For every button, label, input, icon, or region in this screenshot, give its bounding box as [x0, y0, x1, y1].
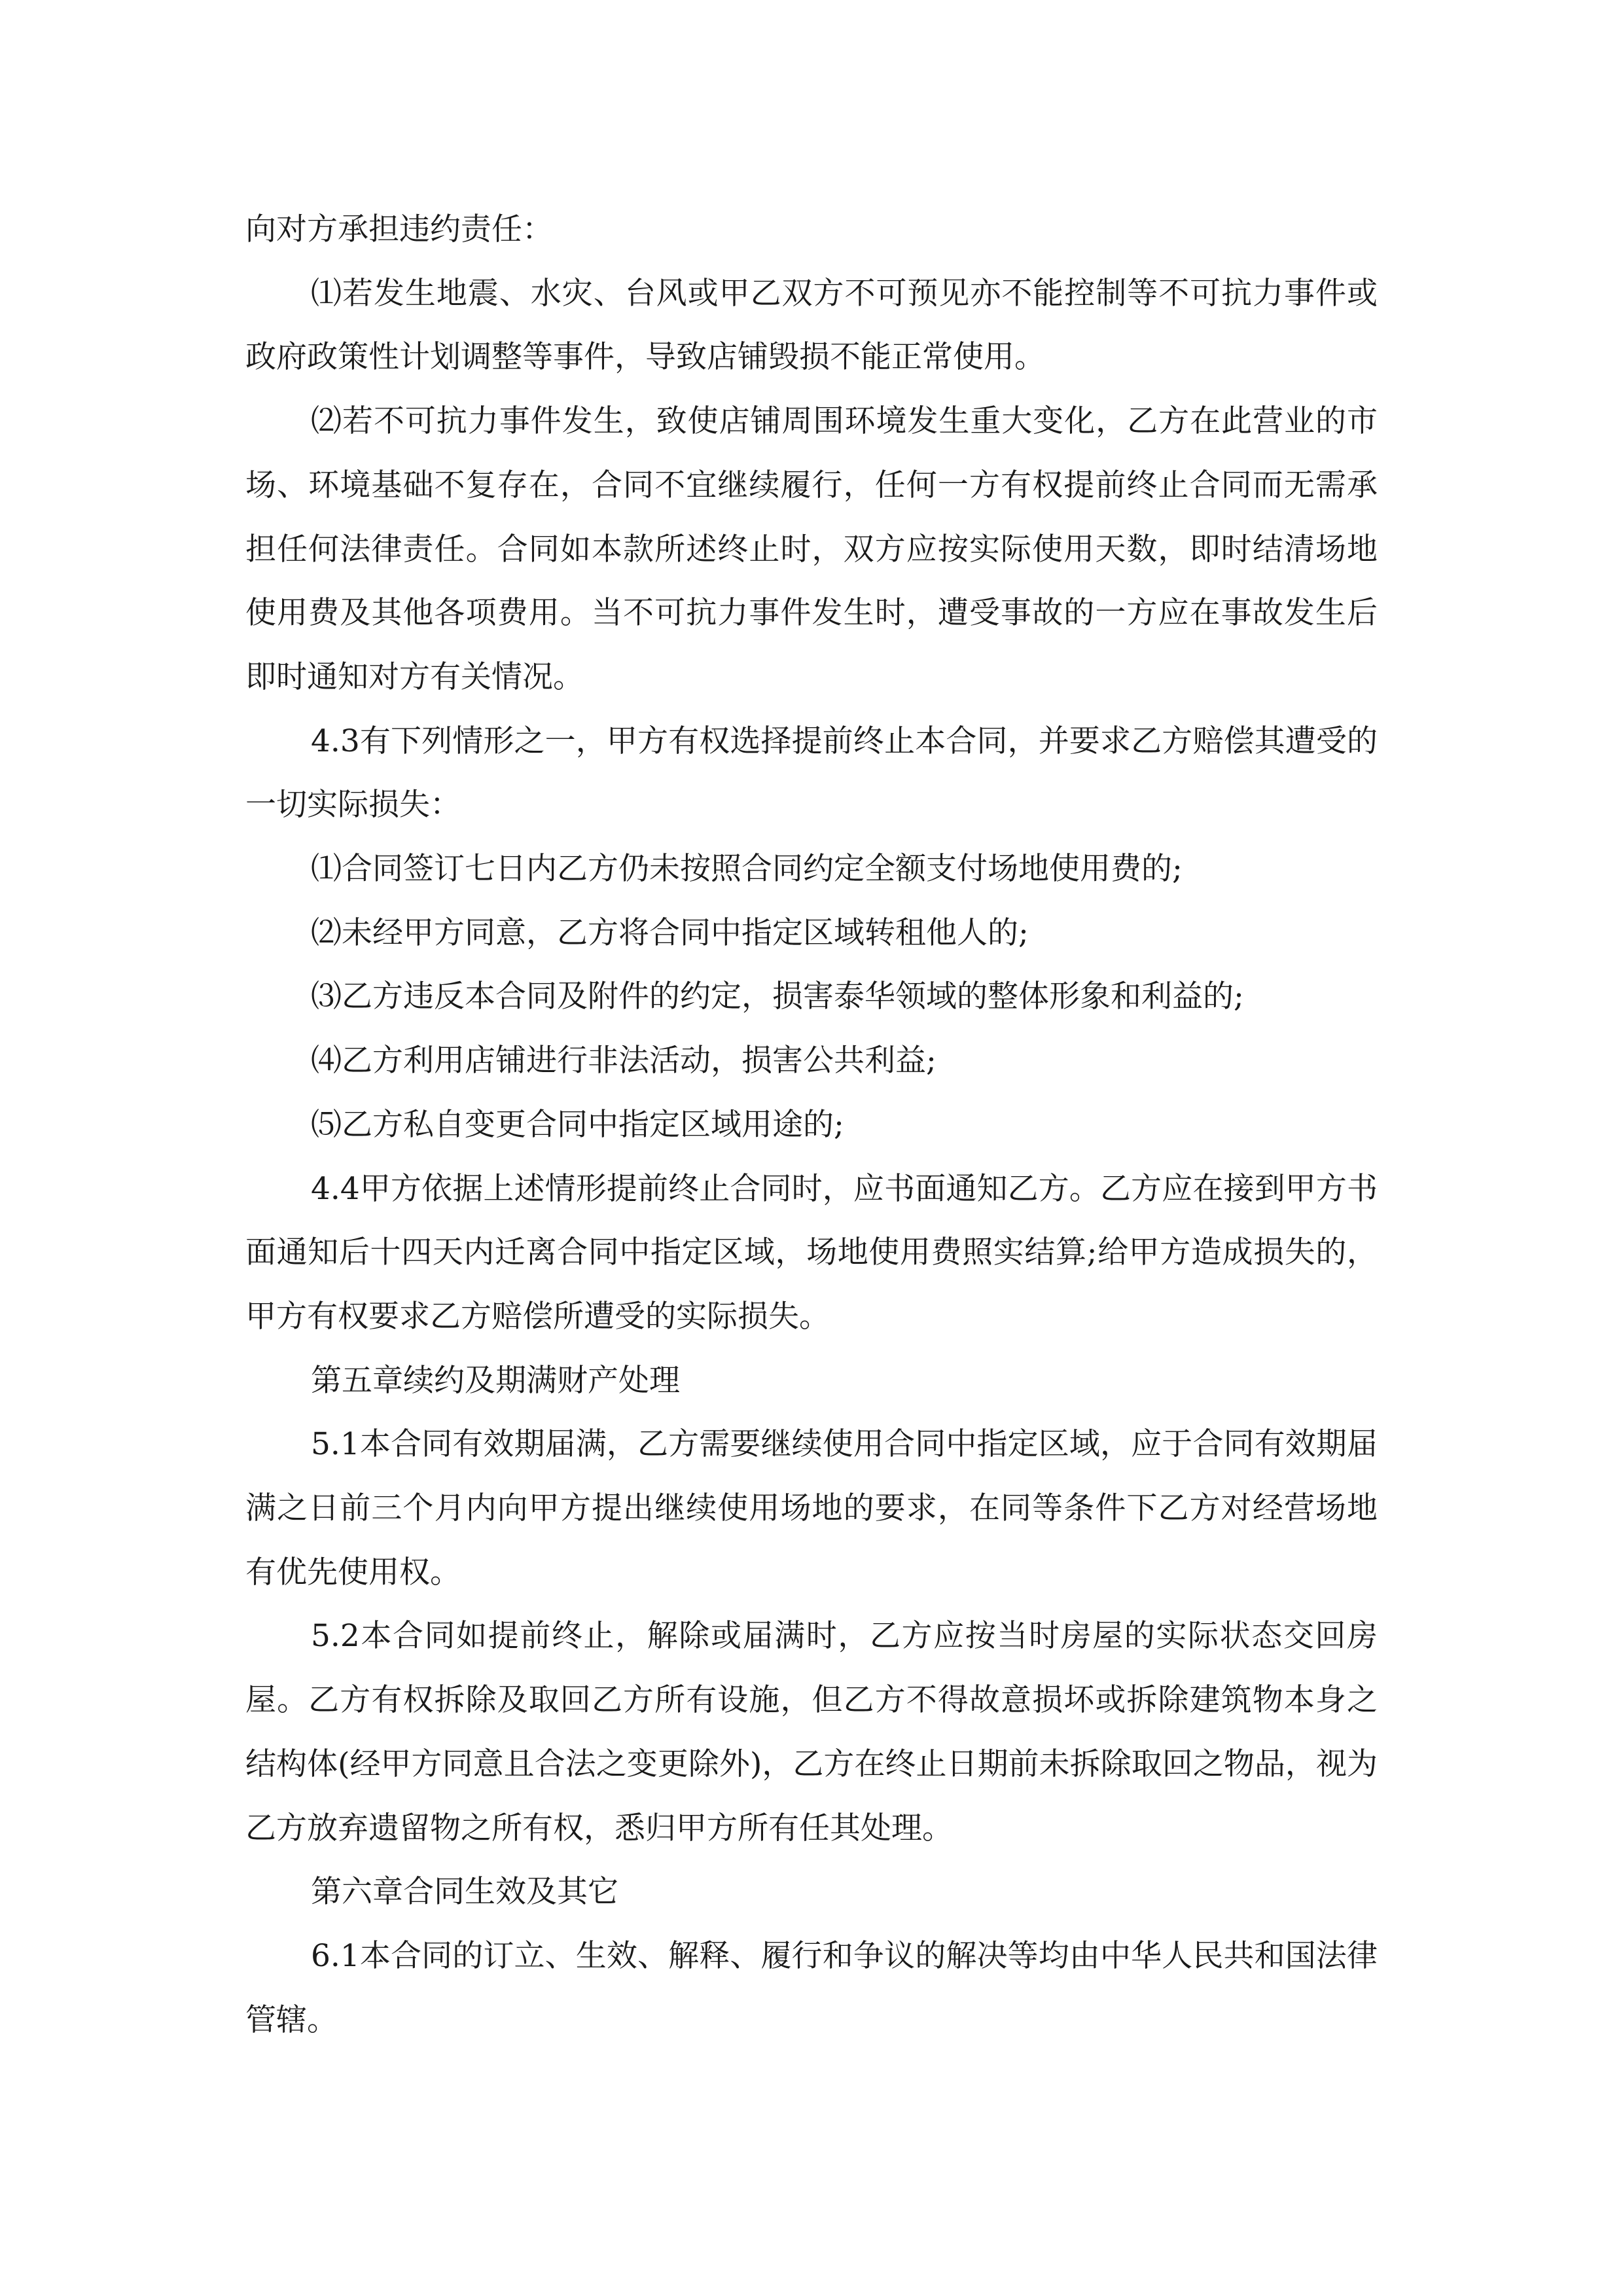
paragraph-item-2: ⑵未经甲方同意，乙方将合同中指定区域转租他人的;	[311, 914, 1029, 951]
chapter-6-heading: 第六章合同生效及其它	[311, 1874, 618, 1910]
chapter-5-heading: 第五章续约及期满财产处理	[311, 1362, 680, 1399]
paragraph-item-4: ⑷乙方利用店铺进行非法活动，损害公共利益;	[311, 1043, 936, 1079]
paragraph-item-1: ⑴合同签订七日内乙方仍未按照合同约定全额支付场地使用费的;	[311, 851, 1183, 888]
paragraph-force-majeure-1: ⑴若发生地震、水灾、台风或甲乙双方不可预见亦不能控制等不可抗力事件或政府政策性计划调整等事件，导致店铺毁损不能正常使用。	[245, 275, 1378, 376]
paragraph-clause-4-4: 4.4甲方依据上述情形提前终止合同时，应书面通知乙方。乙方应在接到甲方书面通知后十四天内迁离合同中指定区域，场地使用费照实结算;给甲方造成损失的，甲方有权要求乙方赔偿所遭受的实际损失。	[245, 1170, 1378, 1335]
document-body	[245, 198, 1378, 2052]
paragraph-item-3: ⑶乙方违反本合同及附件的约定，损害泰华领域的整体形象和利益的;	[311, 978, 1244, 1015]
paragraph-force-majeure-2: ⑵若不可抗力事件发生，致使店铺周围环境发生重大变化，乙方在此营业的市场、环境基础不复存在，合同不宜继续履行，任何一方有权提前终止合同而无需承担任何法律责任。合同如本款所述终止时，双方应按实际使用天数，即时结清场地使用费及其他各项费用。当不可抗力事件发生时，遭受事故的一方应在事故发生后即时通知对方有关情况。	[245, 403, 1378, 695]
paragraph-continuation: 向对方承担违约责任：	[245, 211, 553, 247]
paragraph-clause-6-1: 6.1本合同的订立、生效、解释、履行和争议的解决等均由中华人民共和国法律管辖。	[245, 1937, 1378, 2038]
paragraph-item-5: ⑸乙方私自变更合同中指定区域用途的;	[311, 1106, 844, 1143]
paragraph-clause-4-3: 4.3有下列情形之一，甲方有权选择提前终止本合同，并要求乙方赔偿其遭受的一切实际损失：	[245, 723, 1378, 823]
paragraph-clause-5-1: 5.1本合同有效期届满，乙方需要继续使用合同中指定区域，应于合同有效期届满之日前三个月内向甲方提出继续使用场地的要求，在同等条件下乙方对经营场地有优先使用权。	[245, 1426, 1378, 1590]
paragraph-clause-5-2: 5.2本合同如提前终止，解除或届满时，乙方应按当时房屋的实际状态交回房屋。乙方有权拆除及取回乙方所有设施，但乙方不得故意损坏或拆除建筑物本身之结构体(经甲方同意且合法之变更除外)，乙方在终止日期前未拆除取回之物品，视为乙方放弃遗留物之所有权，悉归甲方所有任其处理。	[245, 1618, 1378, 1846]
